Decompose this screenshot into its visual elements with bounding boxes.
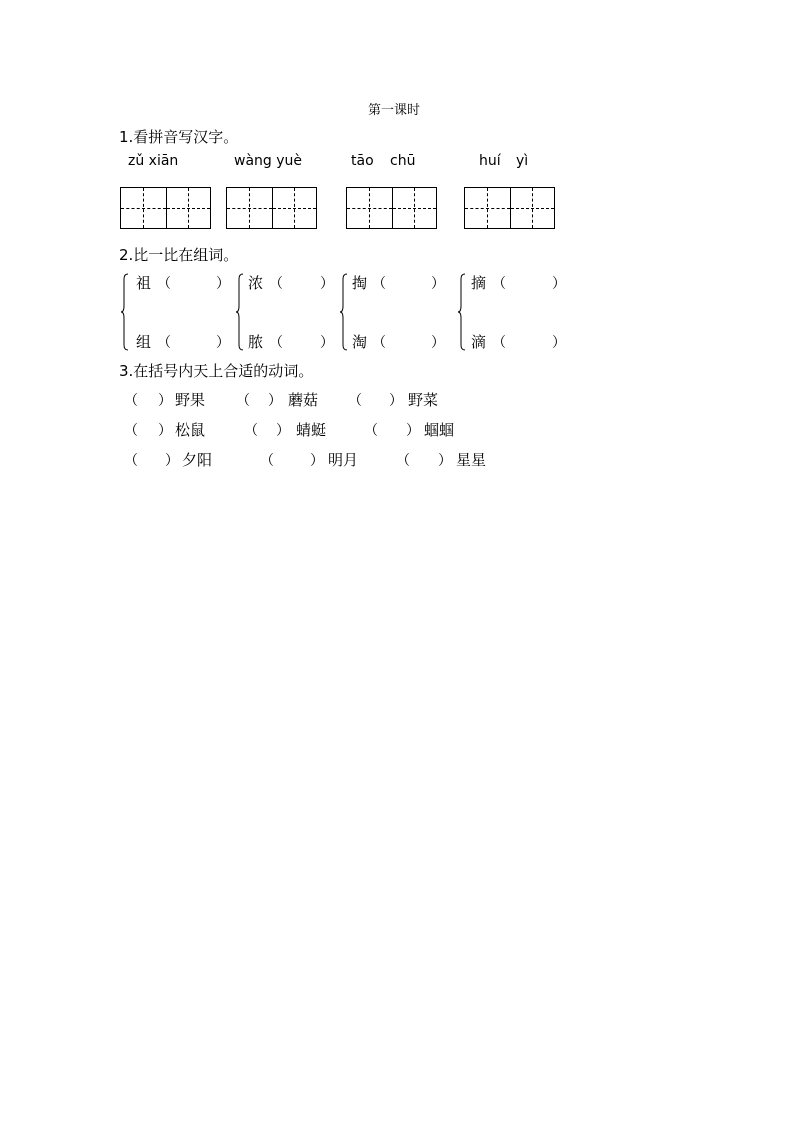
paren-open: （ (157, 276, 171, 292)
paren-close: ） (320, 335, 334, 351)
paren-close: ） (431, 335, 445, 351)
char-bottom-3: 淘 (352, 333, 368, 351)
paren-close: ） (158, 393, 172, 409)
paren-close: ） (406, 423, 420, 439)
question-2-label: 2.比一比在组词。 (119, 246, 239, 264)
question-1-label: 1.看拼音写汉字。 (119, 128, 239, 146)
char-bottom-4: 滴 (471, 333, 487, 351)
paren-close: ） (552, 335, 566, 351)
paren-close: ） (276, 423, 290, 439)
writing-cell[interactable] (121, 188, 166, 228)
paren-open: （ (260, 453, 274, 469)
writing-cell[interactable] (347, 188, 392, 228)
answer-word: 夕阳 (182, 451, 213, 469)
paren-close: ） (320, 276, 334, 292)
paren-open: （ (396, 453, 410, 469)
writing-grid-1[interactable] (120, 187, 211, 229)
answer-word: 蘑菇 (288, 391, 319, 409)
paren-open: （ (269, 276, 283, 292)
paren-open: （ (372, 335, 386, 351)
pinyin-4a: huí (479, 153, 501, 169)
writing-grid-3[interactable] (346, 187, 437, 229)
writing-cell[interactable] (272, 188, 317, 228)
char-top-3: 掏 (352, 274, 368, 292)
pinyin-4b: yì (516, 153, 529, 169)
paren-close: ） (438, 453, 452, 469)
brace-icon (235, 272, 244, 352)
char-top-2: 浓 (248, 274, 264, 292)
paren-open: （ (124, 453, 138, 469)
paren-open: （ (157, 335, 171, 351)
writing-cell[interactable] (510, 188, 555, 228)
answer-word: 明月 (328, 451, 359, 469)
paren-open: （ (269, 335, 283, 351)
brace-icon (339, 272, 348, 352)
answer-word: 星星 (456, 451, 487, 469)
char-top-1: 祖 (136, 274, 152, 292)
paren-open: （ (124, 393, 138, 409)
answer-word: 野菜 (408, 391, 439, 409)
writing-grid-4[interactable] (464, 187, 555, 229)
page-title: 第一课时 (368, 103, 421, 118)
writing-grid-2[interactable] (226, 187, 317, 229)
char-bottom-1: 组 (136, 333, 152, 351)
pinyin-3a: tāo (351, 153, 374, 169)
paren-open: （ (348, 393, 362, 409)
paren-open: （ (492, 276, 506, 292)
paren-open: （ (244, 423, 258, 439)
paren-close: ） (268, 393, 282, 409)
answer-word: 蜻蜓 (296, 421, 327, 439)
pinyin-2: wàng yuè (234, 153, 303, 169)
brace-icon (457, 272, 466, 352)
paren-close: ） (552, 276, 566, 292)
paren-open: （ (364, 423, 378, 439)
writing-cell[interactable] (166, 188, 211, 228)
brace-icon (120, 272, 129, 352)
char-top-4: 摘 (471, 274, 487, 292)
answer-word: 蝈蝈 (424, 421, 455, 439)
paren-open: （ (372, 276, 386, 292)
writing-cell[interactable] (465, 188, 510, 228)
question-3-label: 3.在括号内天上合适的动词。 (119, 362, 314, 380)
writing-cell[interactable] (227, 188, 272, 228)
paren-close: ） (216, 276, 230, 292)
char-bottom-2: 脓 (248, 333, 264, 351)
paren-close: ） (431, 276, 445, 292)
paren-close: ） (216, 335, 230, 351)
paren-open: （ (492, 335, 506, 351)
answer-word: 野果 (175, 391, 206, 409)
paren-close: ） (389, 393, 403, 409)
paren-close: ） (310, 453, 324, 469)
answer-word: 松鼠 (175, 421, 206, 439)
writing-cell[interactable] (392, 188, 437, 228)
paren-close: ） (165, 453, 179, 469)
pinyin-1: zǔ xiān (128, 153, 179, 169)
pinyin-3b: chū (390, 153, 416, 169)
paren-open: （ (236, 393, 250, 409)
paren-close: ） (158, 423, 172, 439)
paren-open: （ (124, 423, 138, 439)
